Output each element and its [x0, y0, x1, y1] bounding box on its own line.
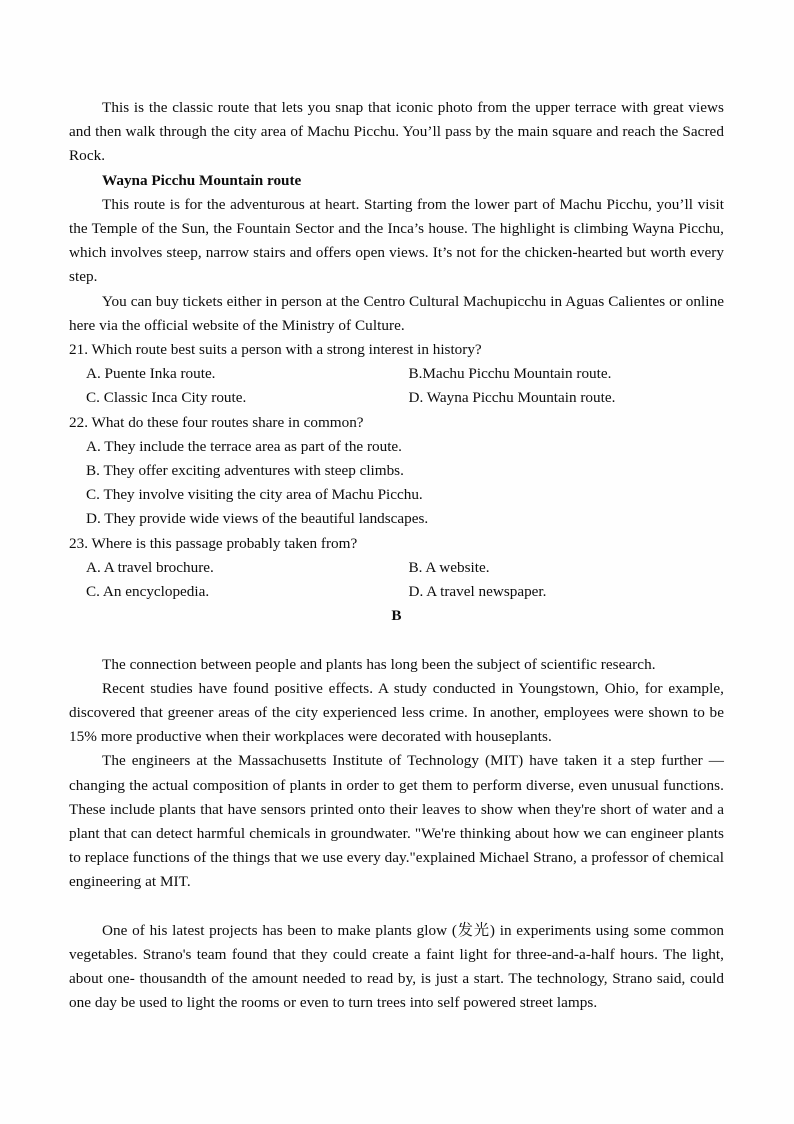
question-23-option-a[interactable]: A. A travel brochure.	[86, 558, 214, 576]
section-b-paragraph-2: Recent studies have found positive effects. A study conducted in Youngstown, Ohio, for example, discovered that greener areas of the city experienced less crime. In another, employees were shown to be 15% more productive when their workplaces were decorated with houseplants.	[69, 679, 724, 746]
section-b-paragraph-3: The engineers at the Massachusetts Institute of Technology (MIT) have taken it a step further — changing the actual composition of plants in order to get them to perform diverse, even unusual functions. These include plants that have sensors printed onto their leaves to show when they're short of water and a plant that can detect harmful chemicals in groundwater. "We're thinking about how we can engineer plants to replace functions of the things that we use every day."explained Michael Strano, a professor of chemical engineering at MIT.	[69, 752, 724, 891]
passage-a-paragraph-3: You can buy tickets either in person at the Centro Cultural Machupicchu in Aguas Calientes or online here via the official website of the Ministry of Culture.	[69, 292, 724, 334]
spacer-after-section-heading	[69, 628, 724, 652]
passage-a-subheading: Wayna Picchu Mountain route	[102, 171, 302, 189]
question-23-option-c[interactable]: C. An encyclopedia.	[86, 583, 210, 601]
question-22-option-a[interactable]: A. They include the terrace area as part of the route.	[86, 437, 402, 455]
question-23-options-row-1	[69, 556, 724, 580]
question-23-options-row-2	[69, 580, 724, 604]
question-22-option-c[interactable]: C. They involve visiting the city area of Machu Picchu.	[86, 486, 423, 504]
question-22-option-b[interactable]: B. They offer exciting adventures with steep climbs.	[86, 462, 404, 480]
question-21-options-row-1	[69, 362, 724, 386]
question-23-option-d[interactable]: D. A travel newspaper.	[408, 583, 547, 601]
section-b-heading: B	[391, 607, 402, 625]
section-b-paragraph-4: One of his latest projects has been to make plants glow (发光) in experiments using some common vegetables. Strano's team found that they could create a faint light for three-and-a-half hours. The light, about one- thousandth of the amount needed to read by, is just a start. The technology, Strano said, could one day be used to light the rooms or even to turn trees into self powered street lamps.	[69, 921, 724, 1012]
question-21-option-b[interactable]: B.Machu Picchu Mountain route.	[408, 365, 612, 383]
passage-a-paragraph-2: This route is for the adventurous at heart. Starting from the lower part of Machu Picchu, you’ll visit the Temple of the Sun, the Fountain Sector and the Inca’s house. The highlight is climbing Wayna Picchu, which involves steep, narrow stairs and offers open views. It’s not for the chicken-hearted but worth every step.	[69, 195, 724, 286]
question-21-option-c[interactable]: C. Classic Inca City route.	[86, 389, 247, 407]
question-22-option-d[interactable]: D. They provide wide views of the beautiful landscapes.	[86, 510, 429, 528]
question-21-option-a[interactable]: A. Puente Inka route.	[86, 365, 216, 383]
section-b-paragraph-1: The connection between people and plants has long been the subject of scientific research.	[102, 655, 656, 673]
question-21-option-d[interactable]: D. Wayna Picchu Mountain route.	[408, 389, 616, 407]
question-23-option-b[interactable]: B. A website.	[408, 558, 490, 576]
passage-a-paragraph-1: This is the classic route that lets you snap that iconic photo from the upper terrace with great views and then walk through the city area of Machu Picchu. You’ll pass by the main square and reach the Sacred Rock.	[69, 99, 724, 165]
question-21-options-row-2	[69, 386, 724, 410]
question-21-stem: 21. Which route best suits a person with a strong interest in history?	[69, 341, 482, 359]
question-22-stem: 22. What do these four routes share in common?	[69, 413, 364, 431]
spacer-before-last-paragraph	[69, 895, 724, 919]
question-23-stem: 23. Where is this passage probably taken from?	[69, 534, 358, 552]
